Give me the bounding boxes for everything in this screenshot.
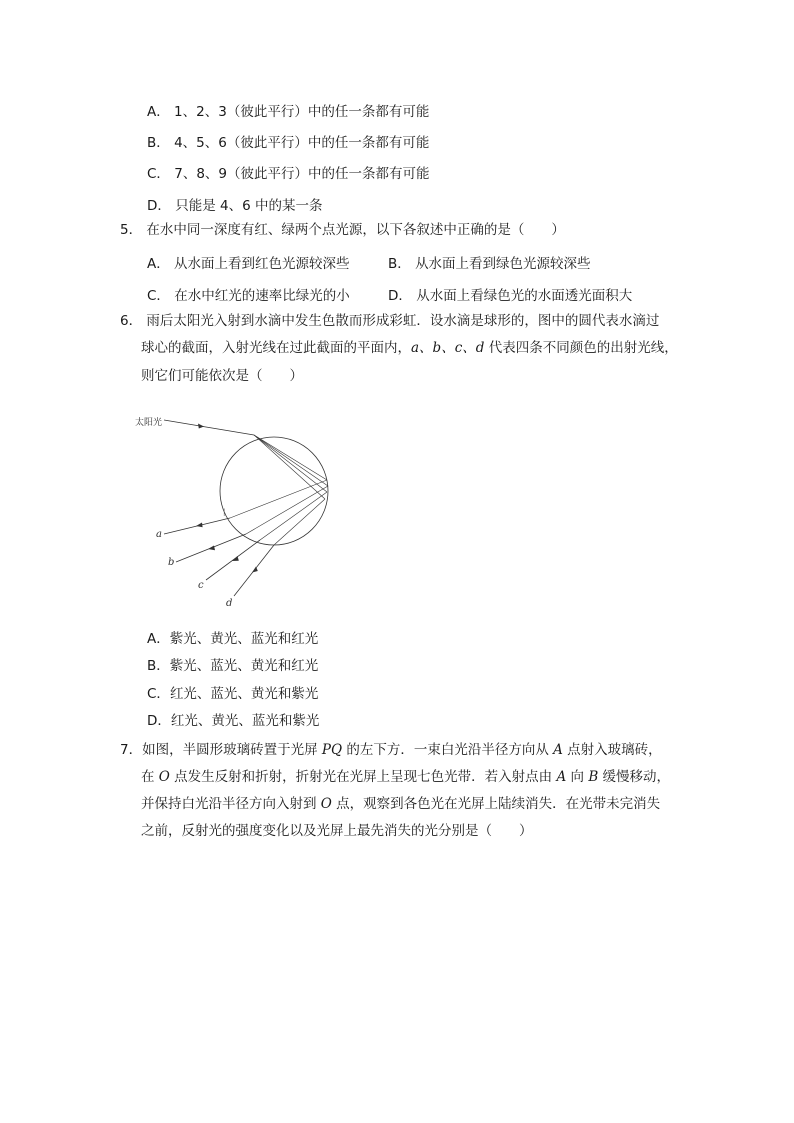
ray-label-d: d <box>226 598 233 609</box>
q7-stem-line3 <box>141 794 660 814</box>
option-text: 在水中红光的速率比绿光的小 <box>174 288 350 304</box>
option-text: 从水面上看绿色光的水面透光面积大 <box>416 288 633 304</box>
var-a: A <box>556 769 567 785</box>
stem-text: 则它们可能依次是（ ） <box>141 368 303 384</box>
option-key: A． <box>147 104 170 120</box>
var-o: O <box>320 796 332 812</box>
internal-ray-3 <box>254 435 327 492</box>
q4-option-b <box>147 133 429 153</box>
reflected-ray-2 <box>246 486 328 534</box>
stem-text: 并保持白光沿半径方向入射到 <box>141 796 321 812</box>
q6-stem-line3 <box>141 366 303 386</box>
q5-option-a <box>147 254 350 274</box>
var-b: B <box>588 769 599 785</box>
stem-text: 如图，半圆形玻璃砖置于光屏 <box>142 742 322 758</box>
q5-option-c <box>147 286 350 306</box>
option-key: B． <box>147 658 170 674</box>
reflected-ray-3 <box>260 492 327 540</box>
option-text: 从水面上看到绿色光源较深些 <box>415 256 591 272</box>
incident-arrow-icon <box>198 424 204 429</box>
q6-stem-line2 <box>141 338 678 358</box>
option-key: B． <box>388 256 411 272</box>
ray-label-b: b <box>168 557 175 568</box>
question-number: 5． <box>120 222 143 238</box>
q6-stem-line1 <box>120 311 659 331</box>
q6-option-d <box>147 711 319 731</box>
q5-option-d <box>388 286 632 306</box>
option-text: 从水面上看到红色光源较深些 <box>174 256 350 272</box>
q4-option-c <box>147 164 430 184</box>
question-stem: 在水中同一深度有红、绿两个点光源，以下各叙述中正确的是（ ） <box>146 222 565 238</box>
ray-a-arrow-icon <box>196 523 203 528</box>
q4-option-a <box>147 102 429 122</box>
question-stem: 雨后太阳光入射到水滴中发生色散而形成彩虹．设水滴是球形的，图中的圆代表水滴过 <box>146 313 660 329</box>
ray-label-c: c <box>198 580 204 591</box>
q6-option-c <box>147 684 318 704</box>
option-key: B． <box>147 135 170 151</box>
stem-text: 球心的截面，入射光线在过此截面的平面内， <box>141 340 411 356</box>
q5-option-b <box>388 254 591 274</box>
reflected-ray-1 <box>230 480 327 518</box>
incident-ray <box>164 420 254 435</box>
ray-label-a: a <box>156 529 162 540</box>
reflected-ray-4 <box>274 499 325 545</box>
stem-text: 点，观察到各色光在光屏上陆续消失．在光带未完消失 <box>331 796 661 812</box>
q4-option-d <box>147 196 322 216</box>
q7-stem-line4 <box>141 821 533 841</box>
q6-option-b <box>147 656 318 676</box>
option-text: 紫光、蓝光、黄光和红光 <box>169 658 319 674</box>
option-text: 7、8、9（彼此平行）中的任一条都有可能 <box>174 166 430 182</box>
question-number: 7． <box>120 742 143 758</box>
option-key: A． <box>147 256 170 272</box>
ray-b-arrow-icon <box>208 546 215 551</box>
stem-text: 代表四条不同颜色的出射光线， <box>484 340 678 356</box>
raindrop-dispersion-diagram <box>134 404 344 610</box>
option-text: 红光、蓝光、黄光和紫光 <box>169 686 319 702</box>
option-key: C． <box>147 288 170 304</box>
stem-text: 缓慢移动， <box>598 769 671 785</box>
sun-light-label: 太阳光 <box>135 418 163 428</box>
option-key: C． <box>147 686 170 702</box>
q7-stem-line2 <box>141 767 670 787</box>
var-o: O <box>158 769 170 785</box>
option-key: D． <box>388 288 412 304</box>
var-pq: PQ <box>321 742 343 758</box>
stem-text: 点射入玻璃砖， <box>562 742 662 758</box>
internal-ray-4 <box>254 435 325 499</box>
stem-text: 点发生反射和折射，折射光在光屏上呈现七色光带．若入射点由 <box>169 769 557 785</box>
exit-marker: | <box>223 508 226 516</box>
option-key: D． <box>147 198 171 214</box>
option-key: A． <box>147 631 170 647</box>
option-text: 1、2、3（彼此平行）中的任一条都有可能 <box>174 104 430 120</box>
option-text: 只能是 4、6 中的某一条 <box>175 198 323 214</box>
var-a: A <box>553 742 563 758</box>
ray-variables: a、b、c、d <box>411 340 485 356</box>
option-text: 红光、黄光、蓝光和紫光 <box>170 713 320 729</box>
stem-text: 之前，反射光的强度变化以及光屏上最先消失的光分别是（ ） <box>141 823 533 839</box>
stem-text: 向 <box>566 769 589 785</box>
q7-stem-line1 <box>120 740 662 760</box>
question-number: 6． <box>120 313 143 329</box>
stem-text: 的左下方．一束白光沿半径方向从 <box>342 742 554 758</box>
option-key: D． <box>147 713 171 729</box>
option-text: 4、5、6（彼此平行）中的任一条都有可能 <box>174 135 430 151</box>
stem-text: 在 <box>141 769 159 785</box>
q5-stem <box>120 220 565 240</box>
option-key: C． <box>147 166 170 182</box>
internal-ray-2 <box>254 435 328 486</box>
q6-option-a <box>147 629 318 649</box>
option-text: 紫光、黄光、蓝光和红光 <box>169 631 319 647</box>
